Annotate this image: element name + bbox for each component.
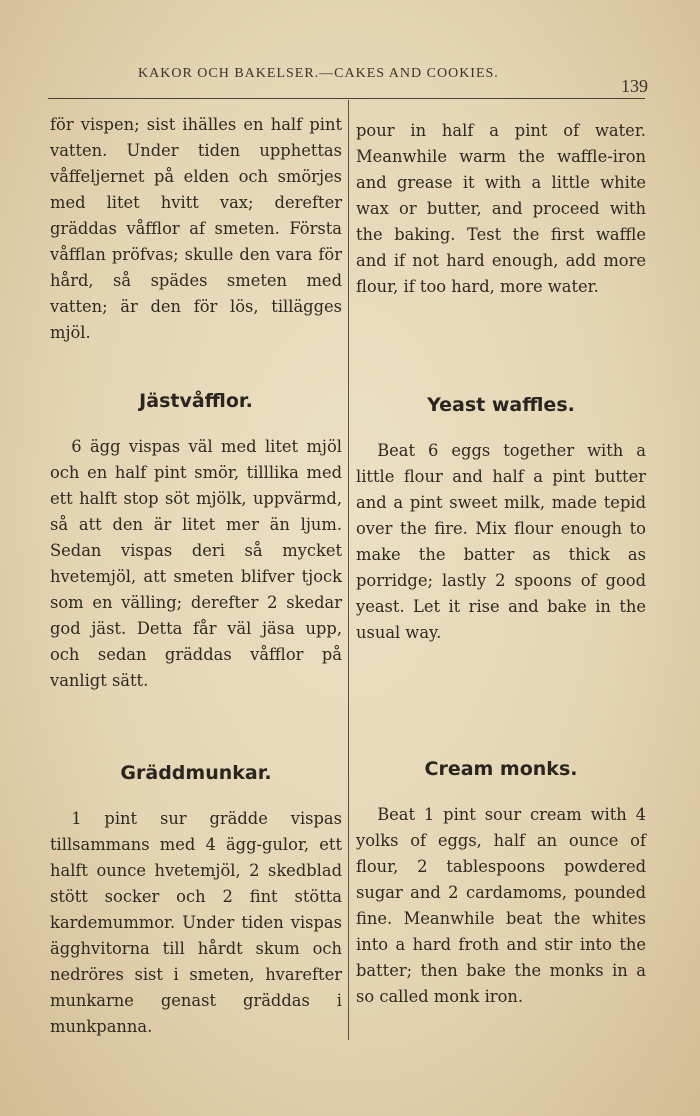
- running-head: [48, 62, 648, 96]
- running-head-title: KAKOR OCH BAKELSER.—CAKES AND COOKIES.: [138, 66, 499, 81]
- english-recipe-text-yeast-waffles: Beat 6 eggs together with a little flour and half a pint butter and a pint sweet milk, made tepid over the fire. Mix flour enough to make the batter as thick as porridge; lastly 2 spoons of good yeast. Let it rise and bake in the usual way.: [356, 441, 646, 642]
- swedish-recipe-title-graddmunkar: Gräddmunkar.: [120, 762, 272, 784]
- english-continuation-text: pour in half a pint of water. Meanwhile warm the waffle-iron and grease it with a little white wax or butter, and proceed with the baking. Test the first waffle and if not hard enough, add more flour, if too hard, more water.: [356, 121, 646, 296]
- swedish-recipe-text-jastvafflor: 6 ägg vispas väl med litet mjöl och en half pint smör, tilllika med ett halft stop söt mjölk, uppvärmd, så att den är litet mer än ljum. Sedan vispas deri så mycket hvetemjöl, att smeten blifver tjock som en välling; derefter 2 skedar god jäst. Detta får väl jäsa upp, och sedan gräddas våfflor på vanligt sätt.: [50, 437, 342, 690]
- swedish-recipe-title-jastvafflor: Jästvåfflor.: [139, 390, 253, 412]
- column-divider: [348, 100, 349, 1040]
- swedish-recipe-text-graddmunkar: 1 pint sur grädde vispas tillsammans med 4 ägg-gulor, ett halft ounce hvetemjöl, 2 skedblad stött socker och 2 fint stötta kardemummor. Under tiden vispas ägghvitorna till hårdt skum och nedröres sist i smeten, hvarefter munkarne genast gräddas i munkpanna.: [50, 809, 342, 1036]
- header-rule: [48, 98, 645, 99]
- english-recipe-title-cream-monks: Cream monks.: [424, 758, 578, 780]
- swedish-continuation-text: för vispen; sist ihälles en half pint vatten. Under tiden upphettas våffeljernet på elden och smörjes med litet hvitt vax; derefter gräddas våfflor af smeten. Första våfflan pröfvas; skulle den vara för hård, så spädes smeten med vatten; är den för lös, tillägges mjöl.: [50, 115, 342, 342]
- english-recipe-text-cream-monks: Beat 1 pint sour cream with 4 yolks of eggs, half an ounce of flour, 2 tablespoons powdered sugar and 2 cardamoms, pounded fine. Meanwhile beat the whites into a hard froth and stir into the batter; then bake the monks in a so called monk iron.: [356, 805, 646, 1006]
- page-number: 139: [621, 76, 648, 96]
- english-recipe-title-yeast-waffles: Yeast waffles.: [427, 394, 575, 416]
